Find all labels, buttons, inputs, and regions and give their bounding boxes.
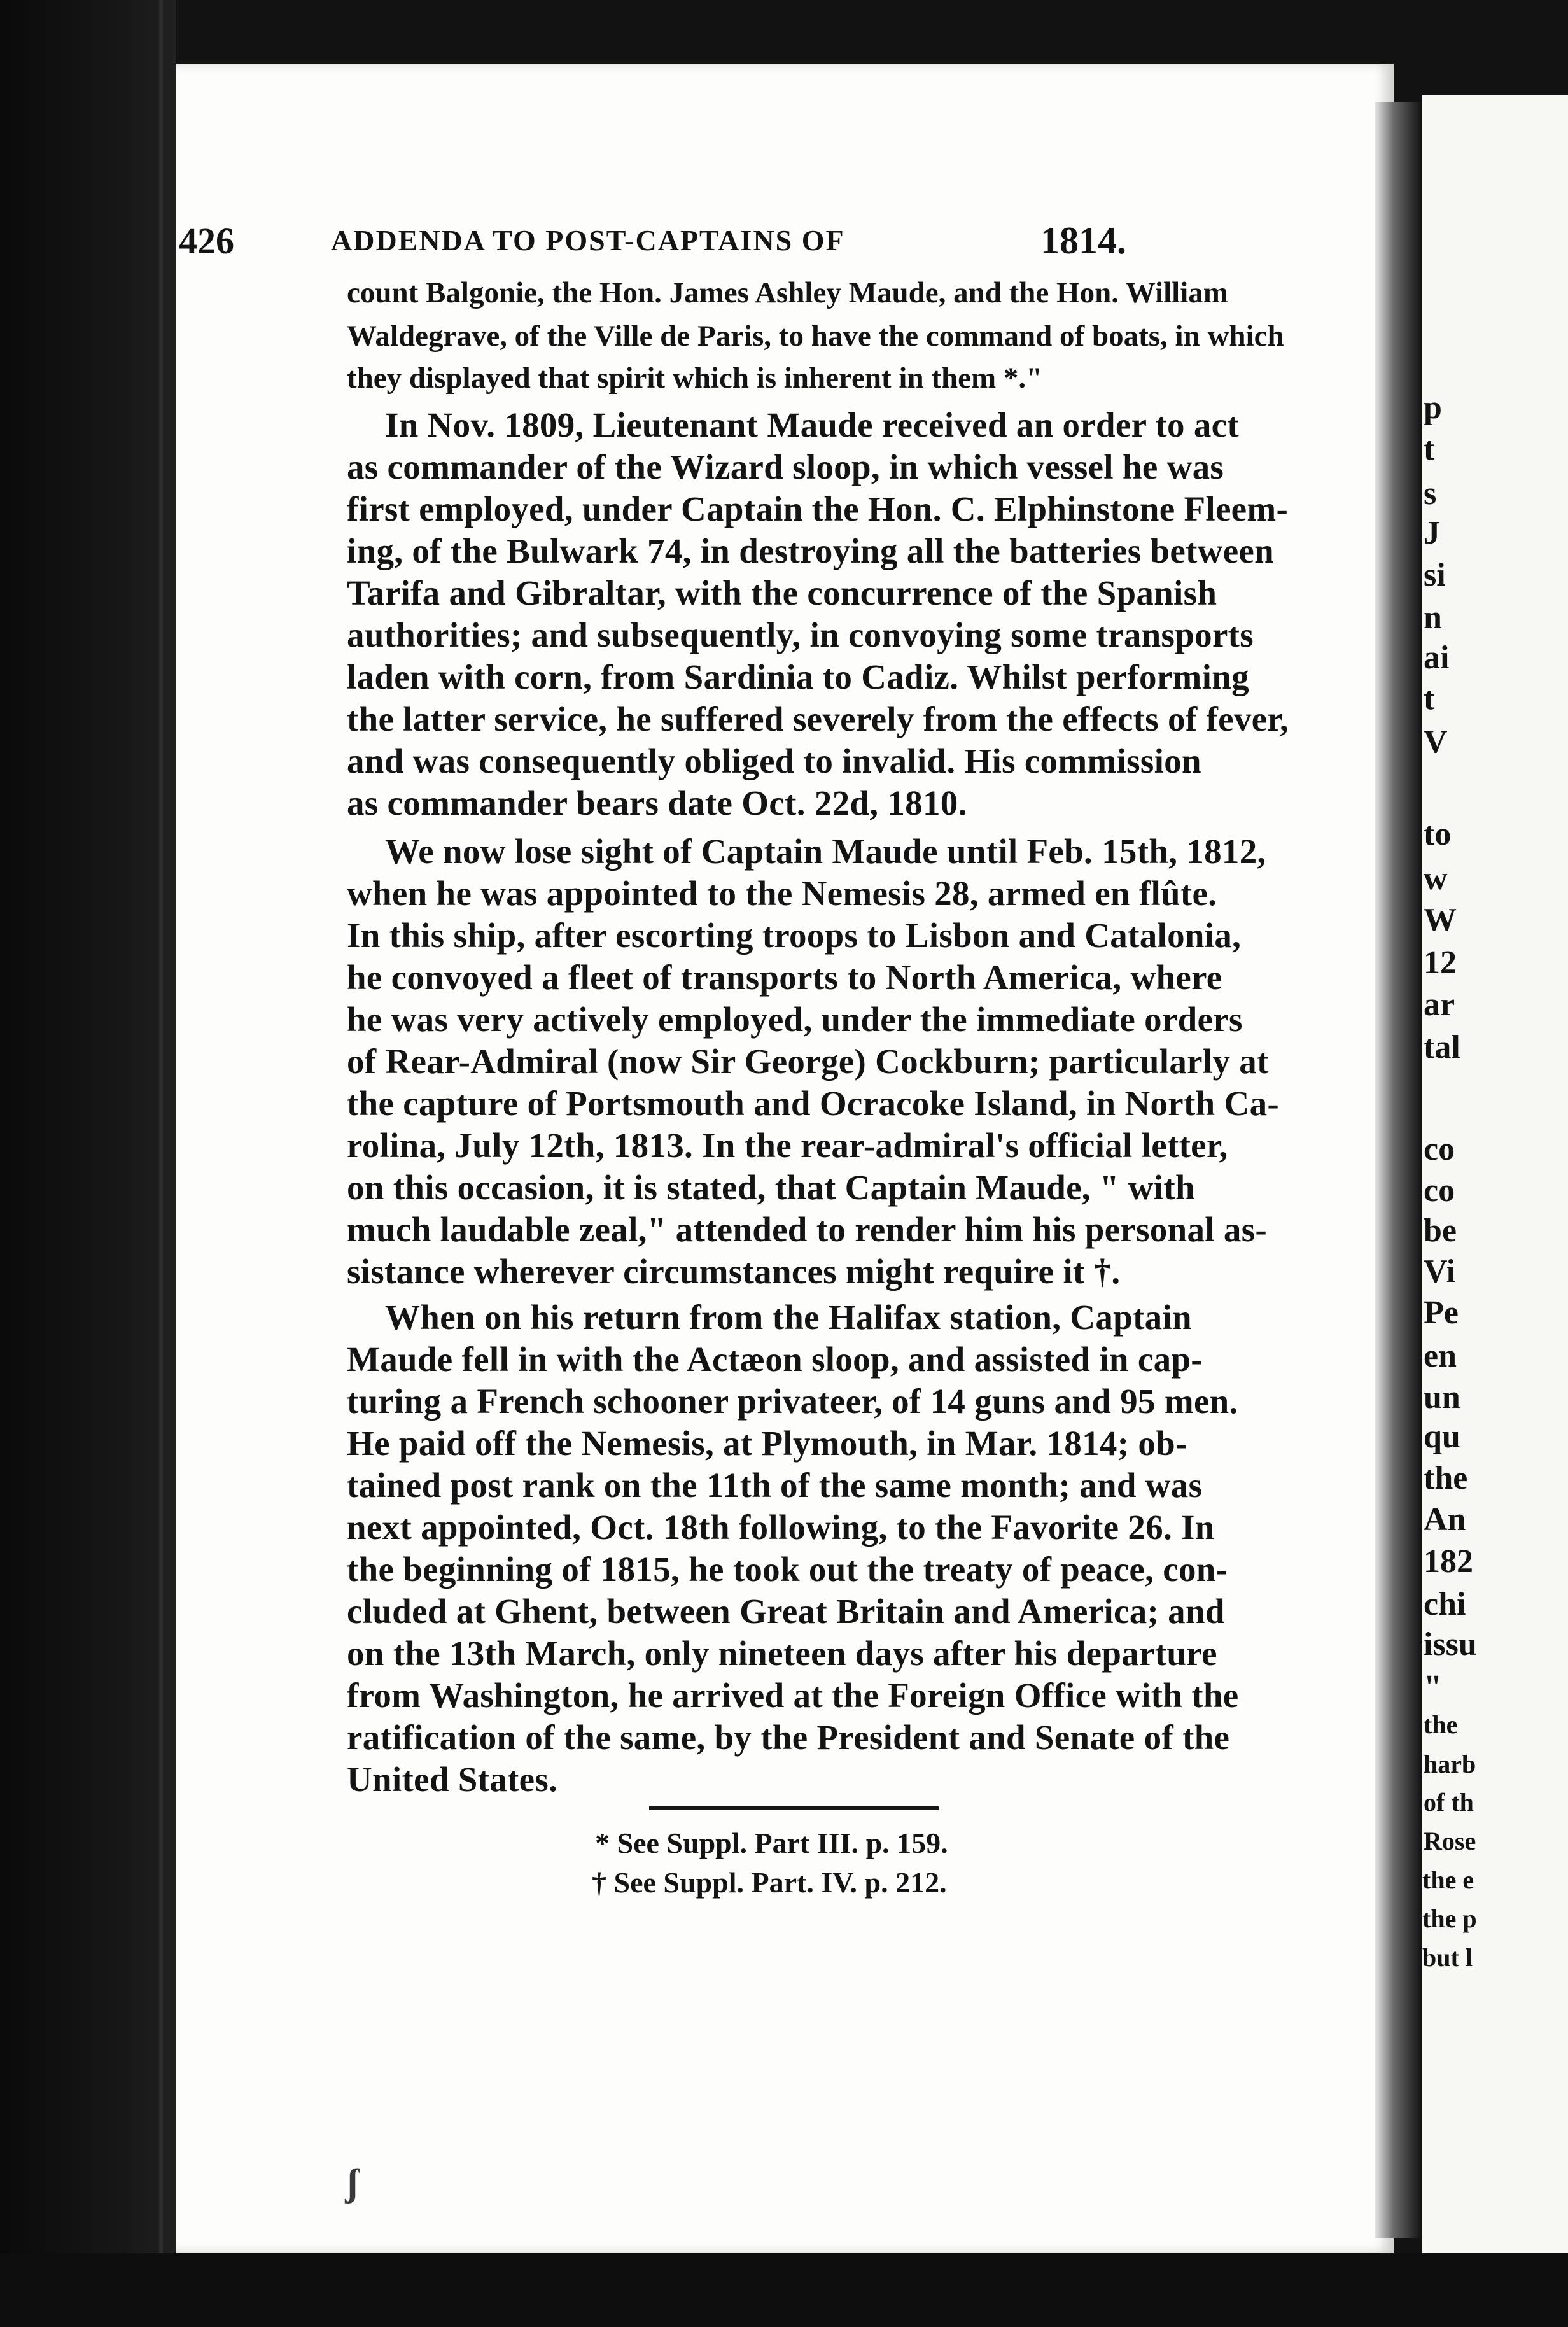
text-line: Maude fell in with the Actæon sloop, and assisted in cap-	[347, 1340, 1203, 1379]
text-line: Tarifa and Gibraltar, with the concurrence of the Spanish	[347, 573, 1217, 612]
text-line: He paid off the Nemesis, at Plymouth, in Mar. 1814; ob-	[347, 1424, 1187, 1463]
quote-line: they displayed that spirit which is inherent in them *."	[347, 362, 1043, 395]
scan-border-left	[0, 0, 176, 2327]
text-line: on this occasion, it is stated, that Captain Maude, " with	[347, 1168, 1195, 1207]
footnote: † See Suppl. Part. IV. p. 212.	[592, 1866, 947, 1899]
facing-page-fragment: co	[1424, 1131, 1455, 1167]
text-line: rolina, July 12th, 1813. In the rear-admiral's official letter,	[347, 1126, 1228, 1165]
text-line: In this ship, after escorting troops to Lisbon and Catalonia,	[347, 916, 1242, 955]
facing-page-fragment: 12	[1424, 945, 1457, 981]
facing-page-fragment: but l	[1422, 1943, 1473, 1972]
quote-line: Waldegrave, of the Ville de Paris, to have the command of boats, in which	[347, 320, 1284, 353]
text-line: turing a French schooner privateer, of 14 guns and 95 men.	[347, 1382, 1238, 1421]
facing-page-fragment: J	[1424, 515, 1440, 551]
text-line: the beginning of 1815, he took out the treaty of peace, con-	[347, 1550, 1228, 1589]
facing-page-fragment: of th	[1424, 1788, 1474, 1817]
scan-border-bottom	[0, 2253, 1568, 2327]
facing-page-fragment: "	[1424, 1669, 1442, 1705]
facing-page-fragment: p	[1424, 390, 1442, 426]
text-line: United States.	[347, 1760, 558, 1799]
facing-page-fragment: the p	[1422, 1904, 1477, 1933]
facing-page-fragment: An	[1424, 1501, 1466, 1538]
text-line: In Nov. 1809, Lieutenant Maude received an order to act	[385, 405, 1240, 444]
facing-page-fragment: 182	[1424, 1543, 1473, 1580]
text-line: authorities; and subsequently, in convoying some transports	[347, 615, 1254, 654]
facing-page-text	[1422, 95, 1568, 2253]
text-line: next appointed, Oct. 18th following, to the Favorite 26. In	[347, 1508, 1215, 1547]
facing-page-fragment: V	[1424, 724, 1448, 760]
facing-page-fragment: tal	[1424, 1029, 1460, 1065]
text-line: of Rear-Admiral (now Sir George) Cockburn; particularly at	[347, 1042, 1269, 1081]
facing-page-fragment: t	[1424, 431, 1435, 467]
text-line: he was very actively employed, under the immediate orders	[347, 1000, 1243, 1039]
facing-page-fragment: w	[1424, 861, 1448, 897]
text-line: cluded at Ghent, between Great Britain and America; and	[347, 1592, 1225, 1631]
text-line: much laudable zeal," attended to render him his personal as-	[347, 1210, 1268, 1249]
facing-page-fragment: Vi	[1424, 1253, 1456, 1290]
text-line: ratification of the same, by the President and Senate of the	[347, 1718, 1230, 1757]
text-line: the latter service, he suffered severely from the effects of fever,	[347, 700, 1289, 738]
footnote-rule	[649, 1806, 939, 1810]
facing-page-fragment: W	[1424, 902, 1457, 938]
scan-smudge: ʃ	[347, 2162, 359, 2204]
facing-page-fragment: harb	[1424, 1750, 1476, 1778]
page-number: 426	[179, 220, 234, 262]
facing-page-fragment: the e	[1422, 1866, 1474, 1894]
body-text	[347, 0, 1289, 1909]
facing-page-fragment: the	[1424, 1460, 1468, 1496]
text-line: tained post rank on the 11th of the same month; and was	[347, 1466, 1203, 1505]
facing-page-fragment: s	[1424, 475, 1437, 512]
facing-page-fragment: the	[1424, 1710, 1458, 1739]
facing-page-fragment: Pe	[1424, 1295, 1459, 1331]
facing-page-fragment: si	[1424, 557, 1446, 593]
facing-page-fragment: be	[1424, 1213, 1457, 1249]
text-line: on the 13th March, only nineteen days after his departure	[347, 1634, 1217, 1673]
facing-page-fragment: to	[1424, 816, 1452, 852]
facing-page-fragment: ar	[1424, 987, 1455, 1023]
text-line: from Washington, he arrived at the Foreign Office with the	[347, 1676, 1239, 1715]
text-line: ing, of the Bulwark 74, in destroying all the batteries between	[347, 531, 1275, 570]
text-line: he convoyed a fleet of transports to North America, where	[347, 958, 1222, 997]
text-line: first employed, under Captain the Hon. C. Elphinstone Fleem-	[347, 489, 1289, 528]
binding-gutter	[159, 0, 163, 2327]
text-line: sistance wherever circumstances might require it †.	[347, 1252, 1121, 1291]
running-head: ADDENDA TO POST-CAPTAINS OF	[331, 224, 845, 257]
text-line: laden with corn, from Sardinia to Cadiz. Whilst performing	[347, 657, 1249, 696]
page-fold-shadow	[1375, 102, 1422, 2238]
text-line: as commander bears date Oct. 22d, 1810.	[347, 784, 967, 822]
facing-page-fragment: ai	[1424, 640, 1450, 676]
text-line: as commander of the Wizard sloop, in which vessel he was	[347, 447, 1224, 486]
facing-page-fragment: t	[1424, 680, 1435, 717]
facing-page-fragment: qu	[1424, 1419, 1460, 1455]
text-line: We now lose sight of Captain Maude until Feb. 15th, 1812,	[385, 832, 1266, 871]
running-head-year: 1814.	[1040, 220, 1126, 262]
facing-page-fragment: issu	[1424, 1626, 1477, 1663]
facing-page-fragment: co	[1424, 1172, 1455, 1209]
facing-page-fragment: Rose	[1424, 1827, 1476, 1855]
quote-line: count Balgonie, the Hon. James Ashley Maude, and the Hon. William	[347, 276, 1228, 309]
facing-page-sliver	[1422, 95, 1568, 2253]
facing-page-fragment: un	[1424, 1379, 1460, 1416]
text-line: the capture of Portsmouth and Ocracoke Island, in North Ca-	[347, 1084, 1279, 1123]
facing-page-fragment: n	[1424, 600, 1442, 636]
text-line: when he was appointed to the Nemesis 28, armed en flûte.	[347, 874, 1217, 913]
footnote: * See Suppl. Part III. p. 159.	[595, 1827, 948, 1859]
facing-page-fragment: en	[1424, 1338, 1457, 1374]
text-line: When on his return from the Halifax station, Captain	[385, 1298, 1192, 1337]
text-line: and was consequently obliged to invalid. His commission	[347, 742, 1201, 780]
facing-page-fragment: chi	[1424, 1586, 1466, 1622]
